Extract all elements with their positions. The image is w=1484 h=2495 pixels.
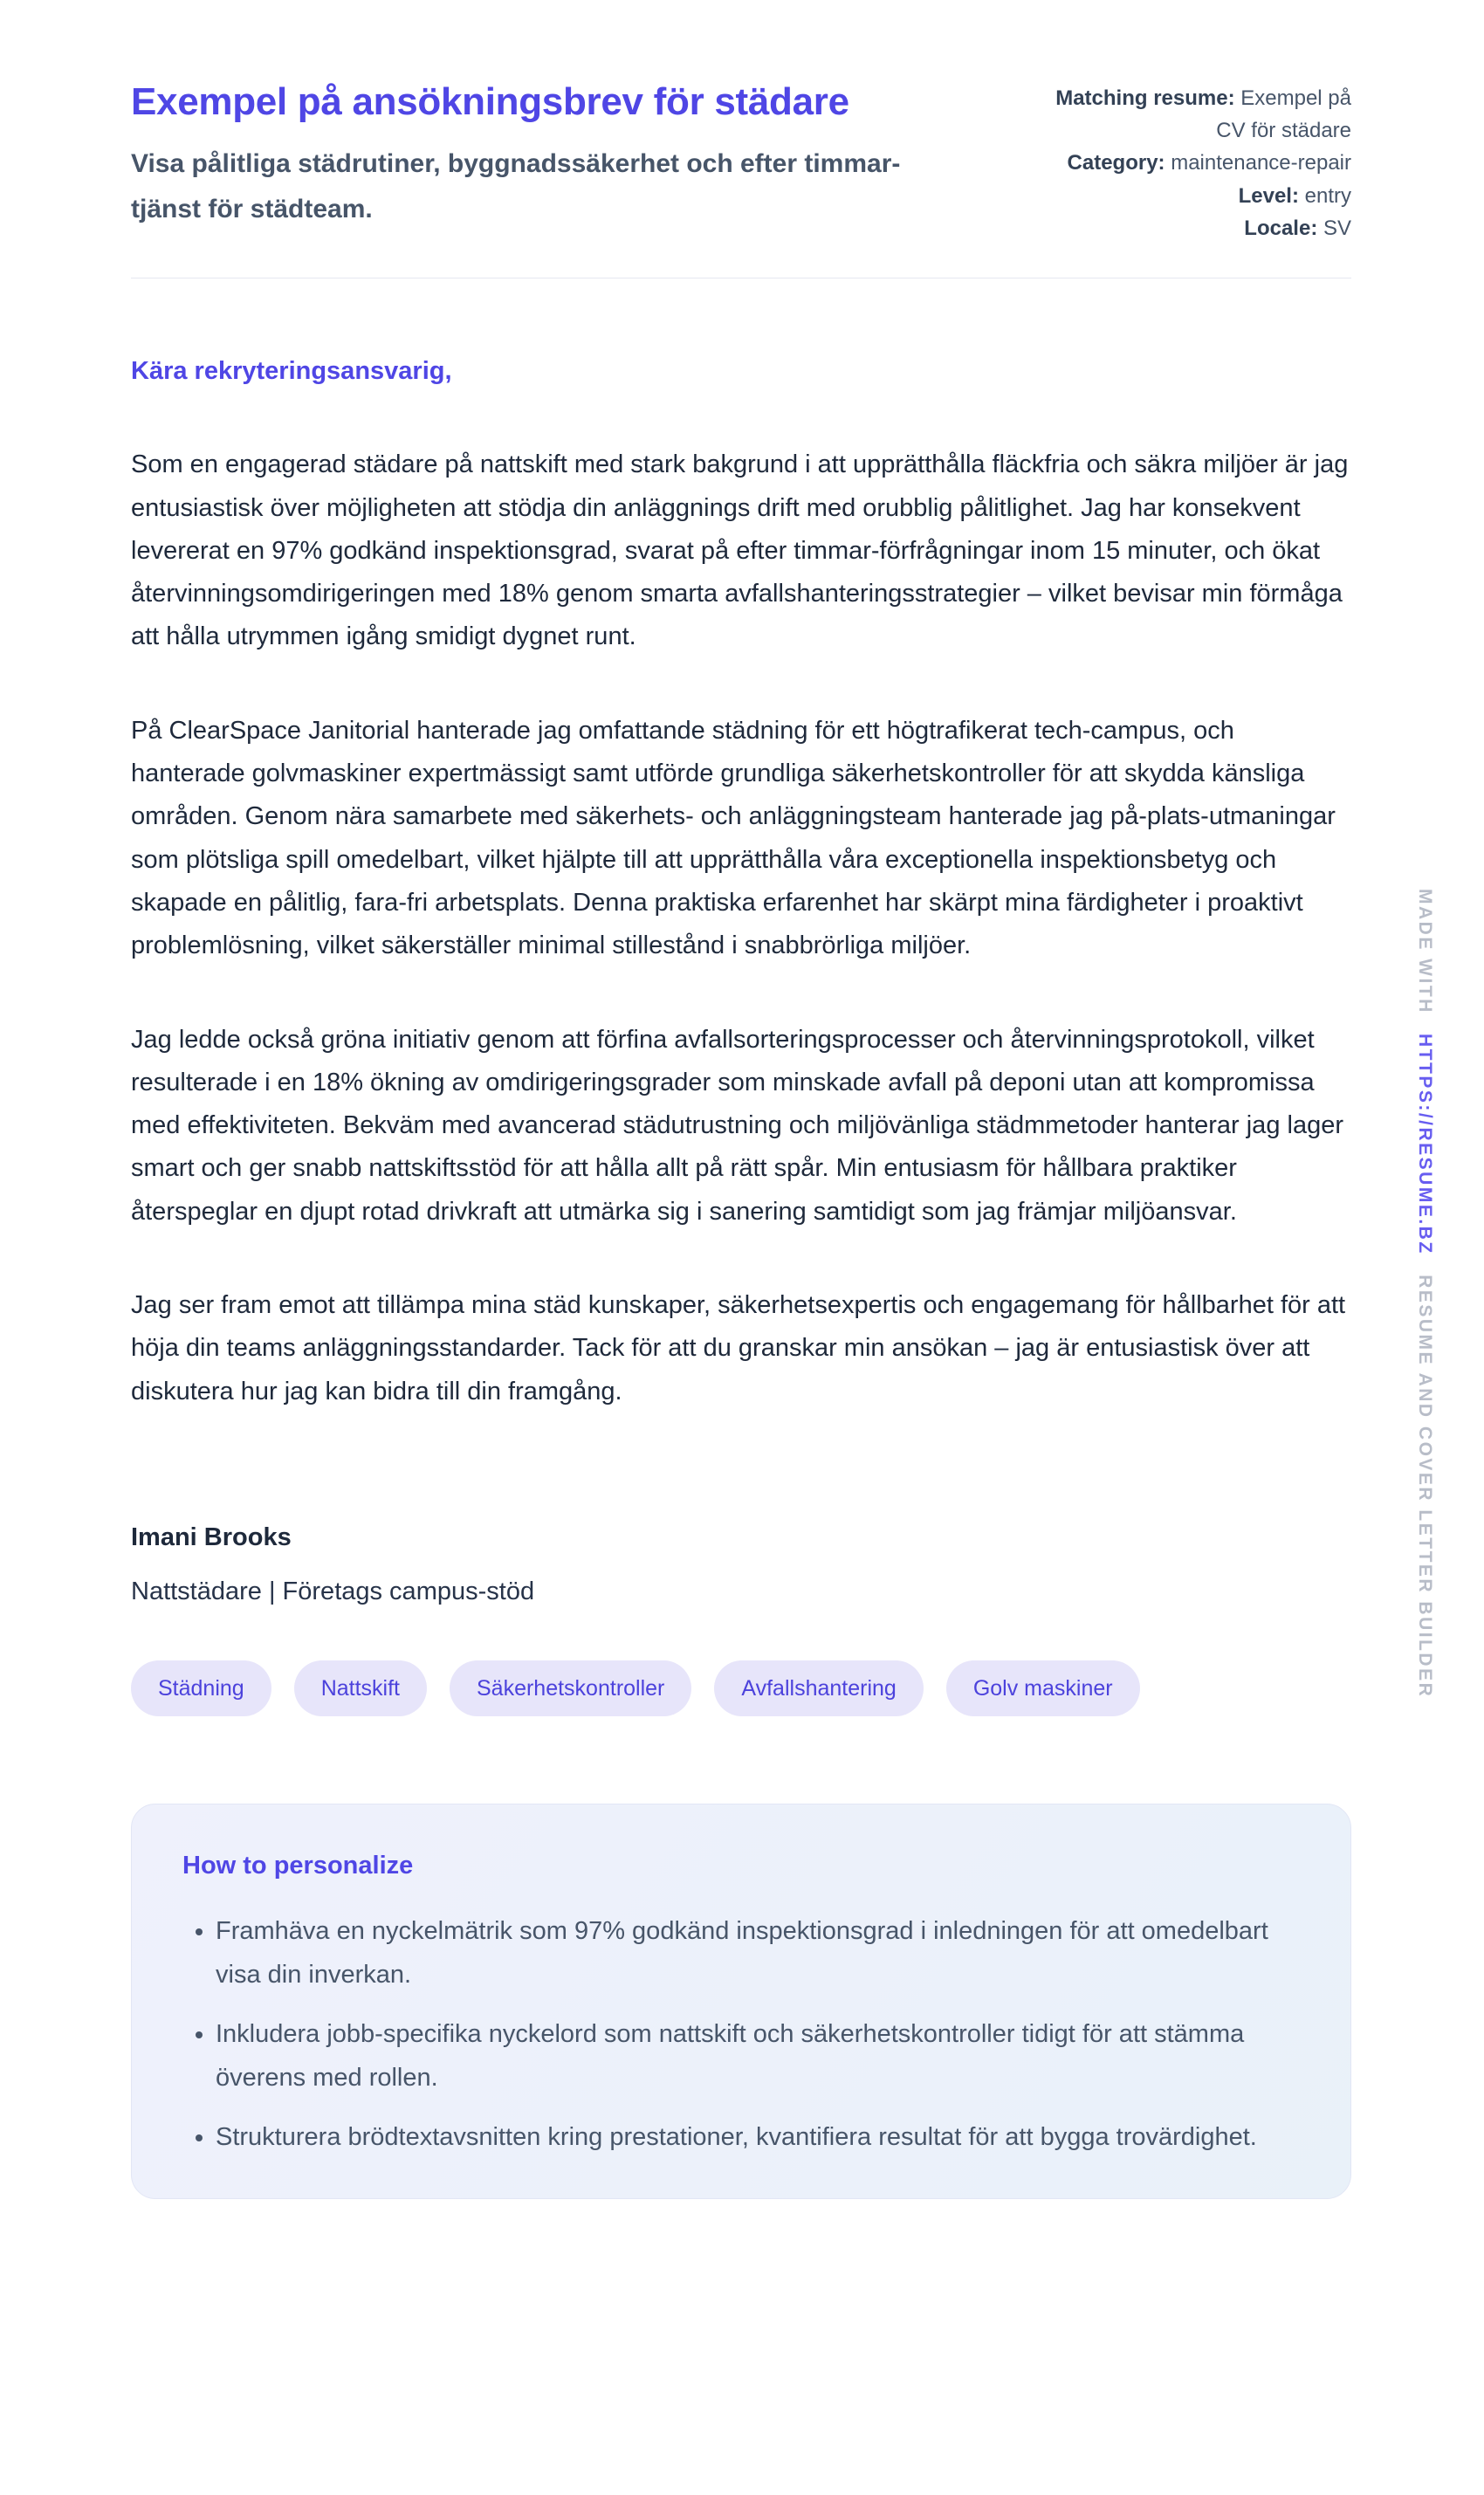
meta-category-label: Category: bbox=[1067, 151, 1165, 175]
how-to-personalize-title: How to personalize bbox=[182, 1852, 414, 1880]
page-subtitle: Visa pålitliga städrutiner, byggnadssäkerhet och efter timmar-tjänst för städteam. bbox=[131, 149, 901, 223]
personalize-bullet-1: • Framhäva en nyckelmätrik som 97% godkänd inspektionsgrad i inledningen för att omedelbart visa din inverkan. bbox=[216, 1910, 1300, 1997]
letter-salutation: Kära rekryteringsansvarig, bbox=[131, 356, 452, 385]
watermark-prefix: MADE WITH bbox=[1415, 889, 1435, 1014]
personalize-bullet-3: • Strukturera brödtextavsnitten kring prestationer, kvantifiera resultat för att bygga trovärdighet. bbox=[216, 2116, 1300, 2160]
tag-avfallshantering[interactable]: Avfallshantering bbox=[714, 1660, 923, 1716]
meta-matching-resume-label: Matching resume: bbox=[1055, 86, 1235, 110]
how-to-personalize-list bbox=[182, 1910, 1300, 2159]
meta-locale-value: SV bbox=[1323, 216, 1351, 240]
meta-level-value: entry bbox=[1304, 183, 1351, 208]
personalize-bullet-2: • Inkludera jobb-specifika nyckelord som nattskift och säkerhetskontroller tidigt för att stämma överens med rollen. bbox=[216, 2013, 1300, 2100]
meta-panel bbox=[1027, 77, 1351, 244]
meta-locale bbox=[1027, 212, 1351, 244]
signature-role: Nattstädare | Företags campus-stöd bbox=[131, 1577, 535, 1606]
signature-name: Imani Brooks bbox=[131, 1522, 292, 1551]
header bbox=[131, 0, 1351, 244]
letter-paragraph-4: Jag ser fram emot att tillämpa mina städ kunskaper, säkerhetsexpertis och engagemang för hållbarhet för att höja din teams anläggningsstandarder. Tack för att du granskar min ansökan – jag är entusiastisk över att diskutera hur jag kan bidra till din framgång. bbox=[131, 1290, 1346, 1406]
cover-letter-body bbox=[131, 350, 1351, 1614]
meta-matching-resume-value: Exempel på CV för städare bbox=[1216, 86, 1351, 143]
watermark-resume-bz-link[interactable]: HTTPS://RESUME.BZ bbox=[1415, 1034, 1435, 1255]
letter-paragraph-3: Jag ledde också gröna initiativ genom att förfina avfallsorteringsprocesser och återvinningsprotokoll, vilket resulterade i en 18% ökning av omdirigeringsgrader som minskade avfall på deponi utan att kompromissa med effektiviteten. Bekväm med avancerad städutrustning och miljövänliga städmmetoder hanterar jag lager smart och ger snabb nattskiftsstöd för att hålla allt på rätt spår. Min entusiasm för hållbara praktiker återspeglar en djupt rotad drivkraft att utmärka sig i sanering samtidigt som jag främjar miljöansvar. bbox=[131, 1025, 1343, 1226]
meta-matching-resume bbox=[1027, 82, 1351, 147]
letter-paragraph-1: Som en engagerad städare på nattskift med stark bakgrund i att upprätthålla fläckfria och säkra miljöer är jag entusiastisk över möjligheten att stödja din anläggnings drift med orubblig pålitlighet. Jag har konsekvent levererat en 97% godkänd inspektionsgrad, svarat på efter timmar-förfrågningar inom 15 minuter, och ökat återvinningsomdirigeringen med 18% genom smarta avfallshanteringsstrategier – vilket bevisar min förmåga att hålla utrymmen igång smidigt dygnet runt. bbox=[131, 450, 1349, 651]
letter-paragraph-2: På ClearSpace Janitorial hanterade jag omfattande städning för ett högtrafikerat tech-campus, och hanterade golvmaskiner expertmässigt samt utförde grundliga säkerhetskontroller för att skydda känsliga områden. Genom nära samarbete med säkerhets- och anläggningsteam hanterade jag på-plats-utmaningar som plötsliga spill omedelbart, vilket hjälpte till att upprätthålla våra exceptionella inspektionsbetyg och skapade en pålitlig, fara-fri arbetsplats. Denna praktiska erfarenhet har skärpt mina färdigheter i proaktivt problemlösning, vilket säkerställer minimal stillestånd i snabbrörliga miljöer. bbox=[131, 716, 1336, 960]
page-title: Exempel på ansökningsbrev för städare bbox=[131, 80, 849, 123]
tag-sakerhetskontroller[interactable]: Säkerhetskontroller bbox=[450, 1660, 691, 1716]
content-column bbox=[131, 0, 1351, 2199]
tag-stadning[interactable]: Städning bbox=[131, 1660, 271, 1716]
meta-category bbox=[1027, 147, 1351, 179]
header-left bbox=[131, 77, 960, 231]
how-to-personalize-box bbox=[131, 1804, 1351, 2198]
meta-category-value: maintenance-repair bbox=[1171, 151, 1351, 175]
tag-nattskift[interactable]: Nattskift bbox=[294, 1660, 427, 1716]
keyword-tags bbox=[131, 1660, 1351, 1716]
meta-locale-label: Locale: bbox=[1244, 216, 1318, 240]
meta-level bbox=[1027, 180, 1351, 212]
watermark-suffix: RESUME AND COVER LETTER BUILDER bbox=[1415, 1275, 1435, 1699]
made-with-watermark bbox=[1414, 889, 1435, 1698]
tag-golv-maskiner[interactable]: Golv maskiner bbox=[946, 1660, 1140, 1716]
meta-level-label: Level: bbox=[1238, 183, 1299, 208]
